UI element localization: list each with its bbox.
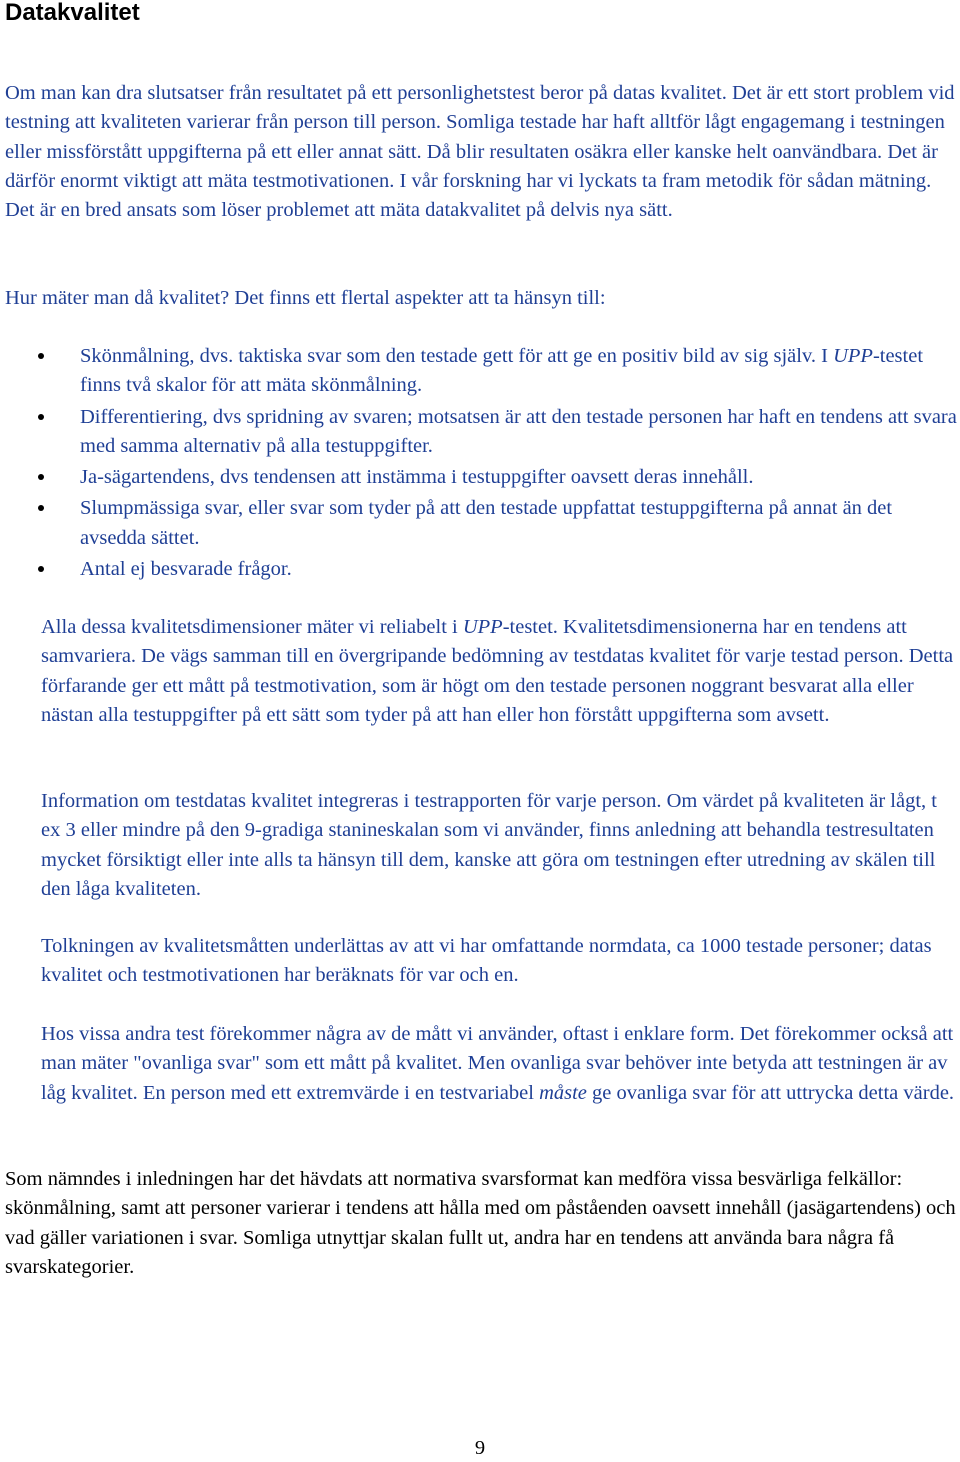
bullet-text: -testet finns två skalor för att mäta skönmålning. — [80, 345, 924, 397]
list-item — [0, 555, 960, 584]
bullet-text: Slumpmässiga svar, eller svar som tyder på att den testade uppfattat testuppgifterna på annat än det avsedda sättet. — [80, 497, 893, 549]
paragraph-text: Hos vissa andra test förekommer några av de mått vi använder, oftast i enklare form. Det förekommer också att man mäter "ovanliga svar" som ett mått på kvalitet. Men ovanliga svar behöver inte betyda att testningen är av låg kvalitet. En person med ett extremvärde i en testvariabel — [41, 1023, 954, 1104]
list-item — [0, 463, 960, 492]
intro-sentence-2: Det är därför enormt viktigt att mäta testmotivationen. I vår forskning har vi lyckats ta fram metodik för sådan mätning. Det är en bred ansats som löser problemet att mäta datakvalitet på delvis nya sätt. — [5, 140, 938, 222]
emphasis-text: måste — [539, 1081, 587, 1104]
list-item — [0, 403, 960, 462]
paragraph-text: ge ovanliga svar för att uttrycka detta värde. — [586, 1081, 955, 1104]
paragraph-text: Alla dessa kvalitetsdimensioner mäter vi reliabelt i — [41, 616, 463, 638]
question-paragraph — [5, 284, 960, 313]
list-item — [0, 494, 960, 553]
other-tests-paragraph — [41, 1020, 960, 1108]
question-text: Hur mäter man då kvalitet? — [5, 287, 230, 309]
bullet-text: Ja-sägartendens, dvs tendensen att instämma i testuppgifter oavsett deras innehåll. — [80, 466, 754, 489]
bullet-text: Skönmålning, dvs. taktiska svar som den testade gett för att ge en positiv bild av sig själv. I — [80, 345, 834, 367]
bullet-icon — [38, 566, 44, 572]
norm-data-paragraph: Tolkningen av kvalitetsmåtten underlättas av att vi har omfattande normdata, ca 1000 testade personer; datas kvalitet och testmotivationen har beräknats för var och en. — [41, 935, 932, 987]
bullet-icon — [38, 505, 44, 511]
intro-paragraph — [5, 79, 960, 225]
bullet-text: Antal ej besvarade frågor. — [80, 558, 292, 581]
bullet-icon — [38, 474, 44, 480]
emphasis-text: UPP — [833, 345, 873, 367]
closing-paragraph: Som nämndes i inledningen har det hävdats att normativa svarsformat kan medföra vissa besvärliga felkällor: skönmålning, samt att personer varierar i tendens att hålla med om påståenden oavsett innehåll (jasägartendens) och vad gäller variationen i svar. Somliga utnyttjar skalan fullt ut, andra har en tendens att använda bara några få svarskategorier. — [5, 1168, 956, 1278]
page-title: Datakvalitet — [5, 0, 140, 26]
bullet-icon — [38, 353, 44, 359]
emphasis-text: UPP — [462, 616, 503, 638]
bullet-icon — [38, 414, 44, 420]
paragraph-text: -testet. Kvalitetsdimensionerna har en tendens att samvariera. De vägs samman till en övergripande bedömning av testdatas kvalitet för varje testad person. Detta förfarande ger ett mått på testmotivation, som är högt om den testade personen noggrant besvarat alla eller nästan alla testuppgifter på ett sätt som tyder på att han eller hon förstått uppgifterna som avsett. — [41, 616, 954, 726]
intro-sentence-1: Om man kan dra slutsatser från resultatet på ett personlighetstest beror på datas kvalitet. Det är ett stort problem vid testning att kvaliteten varierar från person till person. Somliga testade har haft alltför lågt engagemang i testningen eller missförstått uppgifterna på ett eller annat sätt. Då blir resultaten osäkra eller kanske helt oanvändbara. — [5, 82, 955, 163]
test-report-paragraph: Information om testdatas kvalitet integreras i testrapporten för varje person. Om värdet på kvaliteten är lågt, t ex 3 eller mindre på den 9-gradiga stanineskalan som vi använder, finns anledning att behandla testresultaten mycket försiktigt eller inte alls ta hänsyn till dem, kanske att göra om testningen efter utredning av skälen till den låga kvaliteten. — [41, 790, 937, 900]
question-answer: Det finns ett flertal aspekter att ta hänsyn till: — [234, 287, 606, 309]
aspects-list — [0, 342, 960, 586]
quality-dimensions-paragraph — [41, 613, 960, 730]
bullet-text: Differentiering, dvs spridning av svaren; motsatsen är att den testade personen har haft en tendens att svara med samma alternativ på alla testuppgifter. — [80, 405, 957, 457]
list-item — [0, 342, 960, 401]
page-number: 9 — [474, 1437, 486, 1459]
